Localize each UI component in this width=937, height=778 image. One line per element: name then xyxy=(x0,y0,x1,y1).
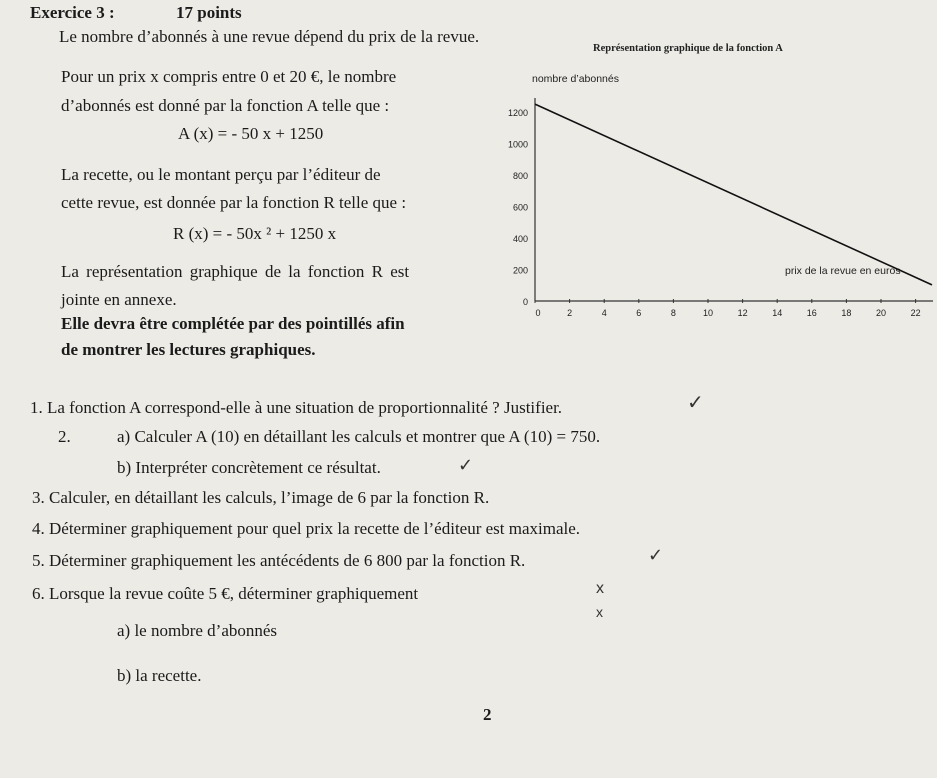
y-tick-label: 1200 xyxy=(507,108,528,118)
bold-instruction-1: Elle devra être complétée par des pointillés afin xyxy=(61,314,405,333)
exercise-points: 17 points xyxy=(176,3,242,22)
x-tick-label: 20 xyxy=(875,308,887,318)
question-4: 4. Déterminer graphiquement pour quel prix la recette de l’éditeur est maximale. xyxy=(32,519,581,538)
x-tick-label: 10 xyxy=(702,308,714,318)
y-tick-label: 800 xyxy=(512,171,528,181)
chart-xlabel: prix de la revue en euros xyxy=(785,265,901,277)
question-5: 5. Déterminer graphiquement les antécédents de 6 800 par la fonction R. xyxy=(32,551,526,570)
y-tick-label: 200 xyxy=(512,265,528,276)
x-tick-label: 4 xyxy=(601,308,607,318)
question-2b: b) Interpréter concrètement ce résultat. xyxy=(117,458,381,477)
y-tick-label: 600 xyxy=(512,202,528,213)
question-2-number: 2. xyxy=(58,427,71,446)
page-number: 2 xyxy=(483,705,492,724)
function-A-chart xyxy=(480,28,937,348)
intro-text: Le nombre d’abonnés à une revue dépend du prix de la revue. xyxy=(59,27,480,46)
question-3: 3. Calculer, en détaillant les calculs, l’image de 6 par la fonction R. xyxy=(32,488,490,507)
x-tick-label: 16 xyxy=(806,308,817,318)
x-tick-label: 12 xyxy=(737,308,748,318)
formula-A: A (x) = - 50 x + 1250 xyxy=(178,124,324,143)
text-line-5: La représentation graphique de la fonction R est xyxy=(61,262,410,281)
question-6: 6. Lorsque la revue coûte 5 €, déterminer graphiquement xyxy=(32,584,419,603)
x-tick-label: 22 xyxy=(910,308,921,318)
x-tick-label: 6 xyxy=(636,308,642,318)
text-line-2: d’abonnés est donné par la fonction A telle que : xyxy=(61,96,390,115)
series-A-line xyxy=(535,104,932,285)
x-tick-label: 0 xyxy=(535,308,541,318)
cross-mark-icon: x xyxy=(596,604,603,620)
cross-mark-icon: x xyxy=(596,580,604,597)
x-tick-label: 18 xyxy=(841,308,852,318)
formula-R: R (x) = - 50x ² + 1250 x xyxy=(173,224,337,243)
text-line-3: La recette, ou le montant perçu par l’éditeur de xyxy=(61,165,381,184)
y-tick-label: 1000 xyxy=(507,139,528,150)
chart-title: Représentation graphique de la fonction A xyxy=(593,43,783,54)
check-mark-icon: ✓ xyxy=(648,545,664,565)
chart-ylabel: nombre d’abonnés xyxy=(532,73,619,85)
x-tick-label: 2 xyxy=(567,308,573,318)
text-line-1: Pour un prix x compris entre 0 et 20 €, le nombre xyxy=(61,67,397,86)
check-mark-icon: ✓ xyxy=(458,455,474,475)
x-tick-label: 14 xyxy=(772,308,783,318)
bold-instruction-2: de montrer les lectures graphiques. xyxy=(61,340,316,359)
question-6b: b) la recette. xyxy=(117,666,202,685)
text-line-4: cette revue, est donnée par la fonction R telle que : xyxy=(61,193,407,212)
text-line-6: jointe en annexe. xyxy=(61,290,177,309)
y-tick-label: 400 xyxy=(512,234,528,244)
check-mark-icon: ✓ xyxy=(687,392,704,414)
x-tick-label: 8 xyxy=(670,308,676,318)
question-1: 1. La fonction A correspond-elle à une situation de proportionnalité ? Justifier. xyxy=(30,398,563,417)
y-tick-label: 0 xyxy=(522,297,528,307)
exercise-title: Exercice 3 : xyxy=(30,3,115,22)
question-6a: a) le nombre d’abonnés xyxy=(117,621,278,640)
question-2a: a) Calculer A (10) en détaillant les calculs et montrer que A (10) = 750. xyxy=(117,427,601,446)
